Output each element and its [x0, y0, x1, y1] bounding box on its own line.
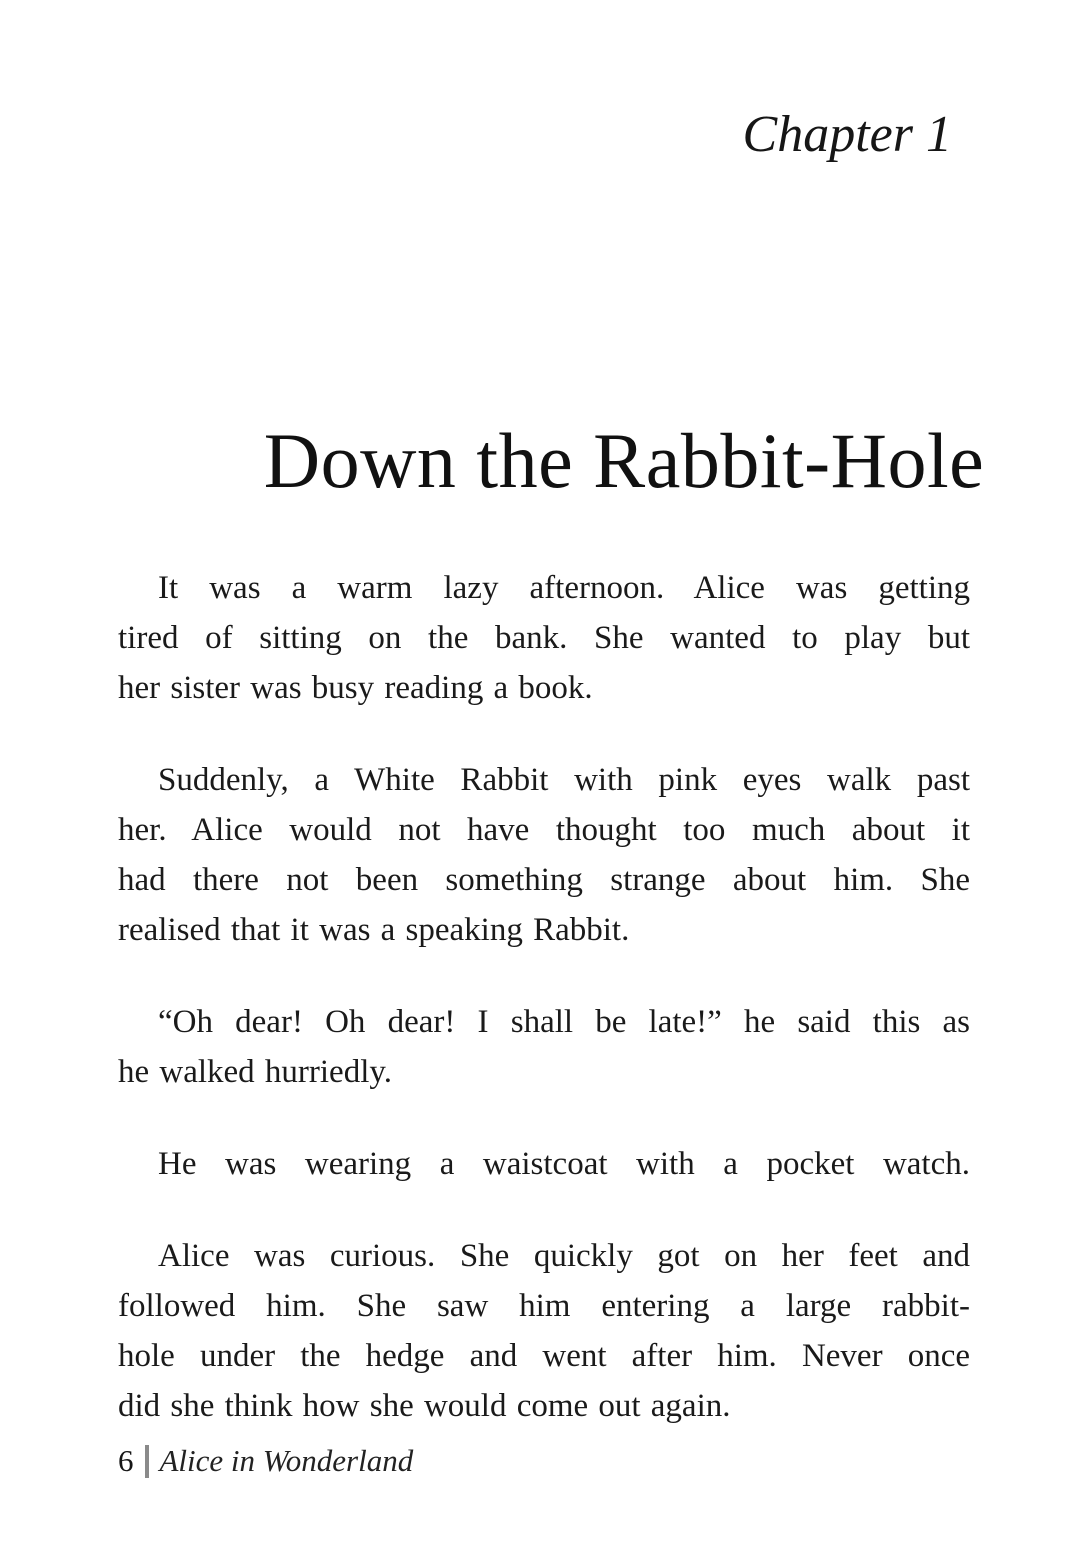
book-title: Alice in Wonderland	[159, 1443, 414, 1478]
text-line: did she think how she would come out again.	[118, 1388, 731, 1424]
text-line: followed him. She saw him entering a large rabbit-	[118, 1288, 970, 1324]
body-text	[118, 563, 970, 1431]
paragraph	[118, 563, 970, 713]
text-line: had there not been something strange about him. She	[118, 862, 970, 898]
footer-separator-bar	[145, 1445, 149, 1478]
page-number: 6	[118, 1443, 134, 1478]
text-line: He was wearing a waistcoat with a pocket watch.	[158, 1146, 970, 1182]
text-line: It was a warm lazy afternoon. Alice was getting	[158, 570, 970, 606]
paragraph	[118, 997, 970, 1097]
text-line: her sister was busy reading a book.	[118, 670, 593, 706]
paragraph	[118, 1231, 970, 1431]
text-line: Suddenly, a White Rabbit with pink eyes walk past	[158, 762, 970, 798]
text-line: hole under the hedge and went after him. Never once	[118, 1338, 970, 1374]
page-footer	[118, 1442, 413, 1480]
text-line: realised that it was a speaking Rabbit.	[118, 912, 630, 948]
text-line: he walked hurriedly.	[118, 1054, 392, 1090]
chapter-title: Down the Rabbit-Hole	[263, 417, 985, 504]
text-line: tired of sitting on the bank. She wanted to play but	[118, 620, 970, 656]
paragraph	[118, 1139, 970, 1189]
chapter-heading: Chapter 1	[742, 106, 952, 163]
text-line: Alice was curious. She quickly got on her feet and	[158, 1238, 970, 1274]
text-line: “Oh dear! Oh dear! I shall be late!” he said this as	[158, 1004, 970, 1040]
text-line: her. Alice would not have thought too much about it	[118, 812, 970, 848]
paragraph	[118, 755, 970, 955]
